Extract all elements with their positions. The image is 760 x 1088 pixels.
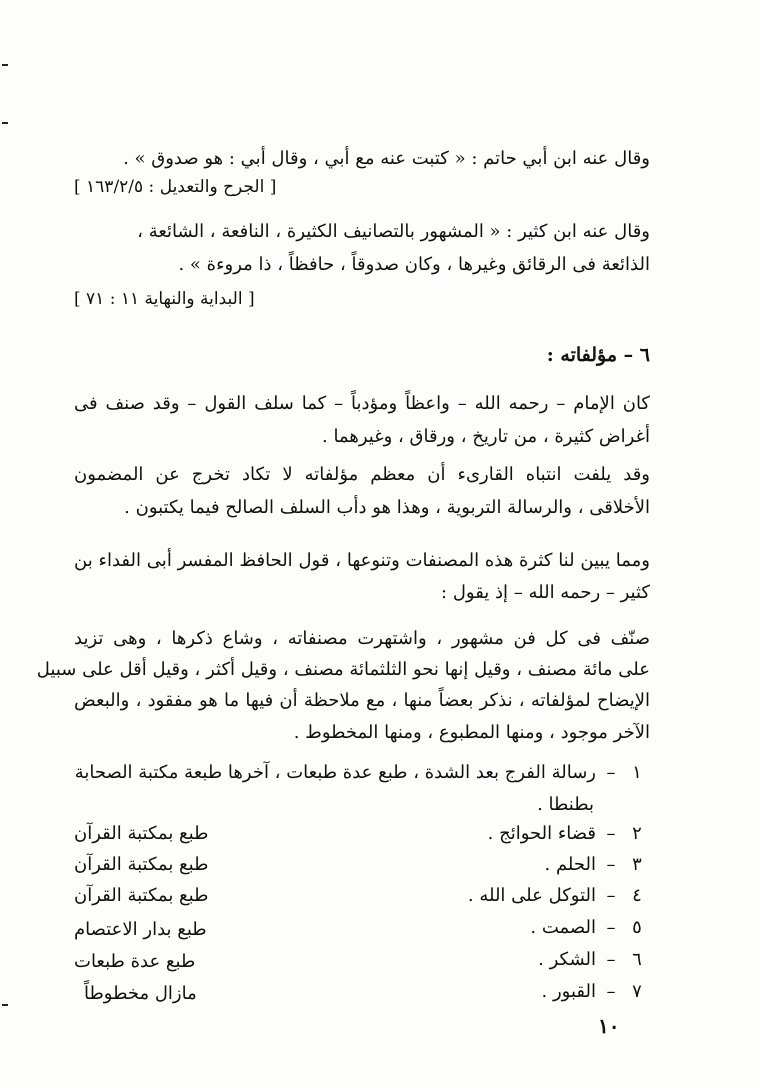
item-note: طبع بمكتبة القرآن [74,885,209,906]
item-dash: – [606,823,616,844]
list-item [545,851,649,879]
para1-line-1: كان الإمام – رحمه الله – واعظاً ومؤدباً – كما سلف القول – وقد صنف فى [74,393,650,414]
citation-bidaya-nihaya: [ البداية والنهاية ١١ : ٧١ ] [74,289,255,309]
scan-mark [2,64,8,66]
scan-mark [2,122,8,124]
item-title: القبور . [541,981,596,1002]
list-item [468,882,648,910]
list-item [530,914,648,942]
list-item [542,978,648,1006]
item-number: ١ [632,762,642,783]
item-title: الحلم . [544,854,596,875]
section-heading: ٦ – مؤلفاته : [546,344,650,366]
item-title: التوكل على الله . [467,885,596,906]
para2-line-1: وقد يلفت انتباه القارىء أن معظم مؤلفاته لا تكاد تخرج عن المضمون [74,464,650,485]
para4-line-4: الآخر موجود ، ومنها المطبوع ، ومنها المخطوط . [293,722,650,743]
para1-line-2: أغراض كثيرة ، من تاريخ ، ورقاق ، وغيرهما . [322,426,650,447]
para4-line-3: الإيضاح لمؤلفاته ، نذكر بعضاً منها ، مع ملاحظة أن فيها ما هو مفقود ، والبعض [74,690,650,711]
item-title: قضاء الحوائج . [487,823,596,844]
list-item [75,759,648,787]
item-title: الشكر . [538,949,596,970]
item-number: ٧ [632,981,642,1002]
item-number: ٤ [632,885,642,906]
item-note: طبع بمكتبة القرآن [74,823,209,844]
item-dash: – [606,917,616,938]
item-note: طبع بمكتبة القرآن [74,854,209,875]
item-note: طبع بدار الاعتصام [74,919,207,940]
item-number: ٢ [632,823,642,844]
scan-mark [2,1004,8,1006]
item-dash: – [606,854,616,875]
quote-ibn-kathir-line-1: وقال عنه ابن كثير : « المشهور بالتصانيف الكثيرة ، النافعة ، الشائعة ، [137,221,650,242]
quote-abi-hatim: وقال عنه ابن أبي حاتم : « كتبت عنه مع أبي ، وقال أبي : هو صدوق » . [123,148,650,169]
list-item-continuation [537,791,594,819]
item-number: ٣ [632,854,642,875]
list-item [538,946,648,974]
item-note: طبع عدة طبعات [74,951,196,972]
para4-line-2: على مائة مصنف ، وقيل إنها نحو الثلثمائة مصنف ، وقيل أكثر ، وقيل أقل على سبيل [36,659,650,680]
item-dash: – [606,885,616,906]
quote-ibn-kathir-line-2: الذائعة فى الرقائق وغيرها ، وكان صدوقاً ، حافظاً ، ذا مروءة » . [178,254,650,275]
page-number: ١٠ [598,1014,620,1038]
item-dash: – [606,762,616,783]
citation-jarh-tadil: [ الجرح والتعديل : ١٦٣/٢/٥ ] [74,177,277,197]
item-title: الصمت . [530,917,596,938]
item-dash: – [606,949,616,970]
item-number: ٥ [632,917,642,938]
para3-line-2: كثير – رحمه الله – إذ يقول : [441,582,650,603]
item-title: رسالة الفرج بعد الشدة ، طبع عدة طبعات ، آخرها طبعة مكتبة الصحابة [74,762,596,783]
item-title-continued: بطنطا . [537,794,594,815]
item-note: مازال مخطوطاً [84,983,197,1004]
para3-line-1: ومما يبين لنا كثرة هذه المصنفات وتنوعها ، قول الحافظ المفسر أبى الفداء بن [74,550,650,571]
para2-line-2: الأخلاقى ، والرسالة التربوية ، وهذا هو دأب السلف الصالح فيما يكتبون . [124,497,650,518]
list-item [488,820,648,848]
item-dash: – [606,981,616,1002]
para4-line-1: صنّف فى كل فن مشهور ، واشتهرت مصنفاته ، وشاع ذكرها ، وهى تزيد [74,628,650,649]
item-number: ٦ [632,949,642,970]
